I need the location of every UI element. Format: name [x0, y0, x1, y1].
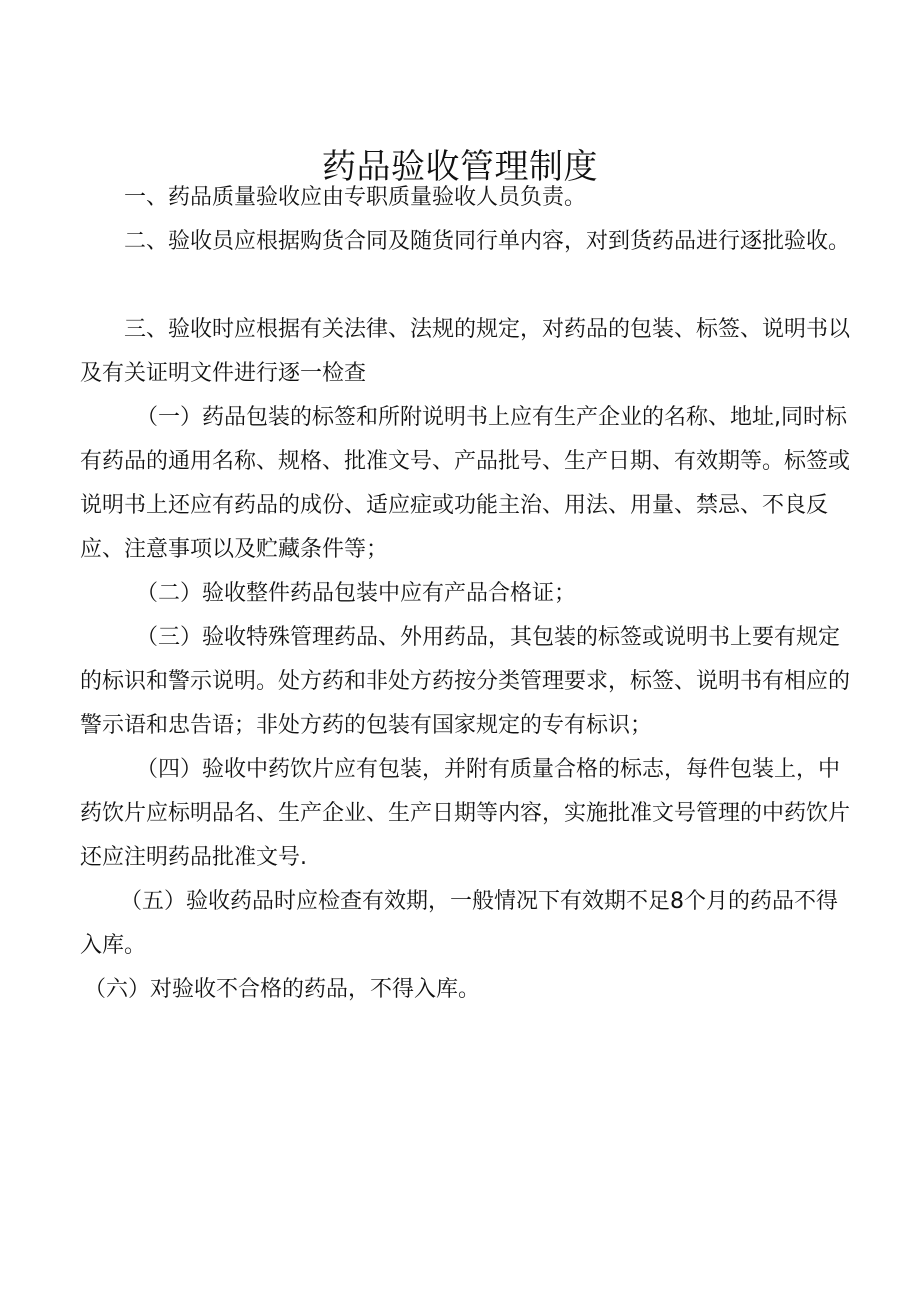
paragraph-6: （三）验收特殊管理药品、外用药品，其包装的标签或说明书上要有规定的标识和警示说明。处方药和非处方药按分类管理要求，标签、说明书有相应的警示语和忠告语；非处方药的包装有国家规定的专有标识；	[80, 625, 851, 738]
paragraph-3: 三、验收时应根据有关法律、法规的规定，对药品的包装、标签、说明书以及有关证明文件进行逐一检查	[80, 317, 851, 386]
paragraph-5: （二）验收整件药品包装中应有产品合格证；	[136, 581, 577, 606]
paragraph-9: （六）对验收不合格的药品，不得入库。	[84, 977, 481, 1002]
paragraph-7: （四）验收中药饮片应有包装，并附有质量合格的标志，每件包装上，中药饮片应标明品名、生产企业、生产日期等内容，实施批准文号管理的中药饮片还应注明药品批准文号.	[80, 757, 851, 870]
paragraph-8: （五）验收药品时应检查有效期，一般情况下有效期不足8个月的药品不得入库。	[80, 889, 838, 958]
page-title: 药品验收管理制度	[322, 146, 598, 187]
paragraph-1: 一、药品质量验收应由专职质量验收人员负责。	[124, 185, 587, 210]
paragraph-4: （一）药品包装的标签和所附说明书上应有生产企业的名称、地址,同时标有药品的通用名称、规格、批准文号、产品批号、生产日期、有效期等。标签或说明书上还应有药品的成份、适应症或功能主治、用法、用量、禁忌、不良反应、注意事项以及贮藏条件等；	[80, 405, 851, 562]
paragraph-2: 二、验收员应根据购货合同及随货同行单内容，对到货药品进行逐批验收。	[124, 229, 851, 254]
